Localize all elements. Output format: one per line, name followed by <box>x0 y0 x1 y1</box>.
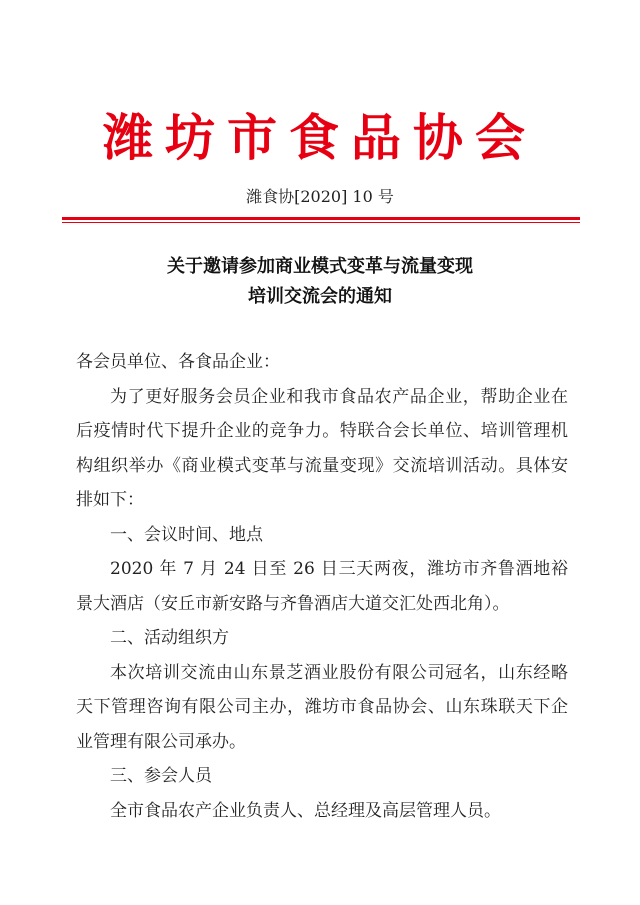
salutation: 各会员单位、各食品企业： <box>76 352 280 372</box>
section-3-heading: 三、参会人员 <box>110 766 212 786</box>
section-1-text: 2020 年 7 月 24 日至 26 日三天两夜，潍坊市齐鲁酒地裕景大酒店（安丘市新安路与齐鲁酒店大道交汇处西北角）。 <box>76 559 568 614</box>
notice-title-line-1: 关于邀请参加商业模式变革与流量变现 <box>167 256 473 277</box>
notice-body <box>76 345 568 828</box>
notice-title <box>0 252 640 312</box>
section-2-text: 本次培训交流由山东景芝酒业股份有限公司冠名，山东经略天下管理咨询有限公司主办，潍坊市食品协会、山东珠联天下企业管理有限公司承办。 <box>76 662 568 752</box>
section-1-heading: 一、会议时间、地点 <box>110 524 263 545</box>
document-number: 潍食协[2020] 10 号 <box>246 187 394 206</box>
intro-paragraph: 为了更好服务会员企业和我市食品农产品企业，帮助企业在后疫情时代下提升企业的竞争力。特联合会长单位、培训管理机构组织举办《商业模式变革与流量变现》交流培训活动。具体安排如下： <box>76 386 568 510</box>
organization-title: 潍坊市食品协会 <box>103 108 537 167</box>
notice-title-line-2: 培训交流会的通知 <box>248 286 392 307</box>
red-divider-thin <box>62 222 580 223</box>
red-divider-thick <box>62 217 580 220</box>
section-2-heading: 二、活动组织方 <box>110 628 229 648</box>
section-3-text: 全市食品农产企业负责人、总经理及高层管理人员。 <box>110 800 501 821</box>
